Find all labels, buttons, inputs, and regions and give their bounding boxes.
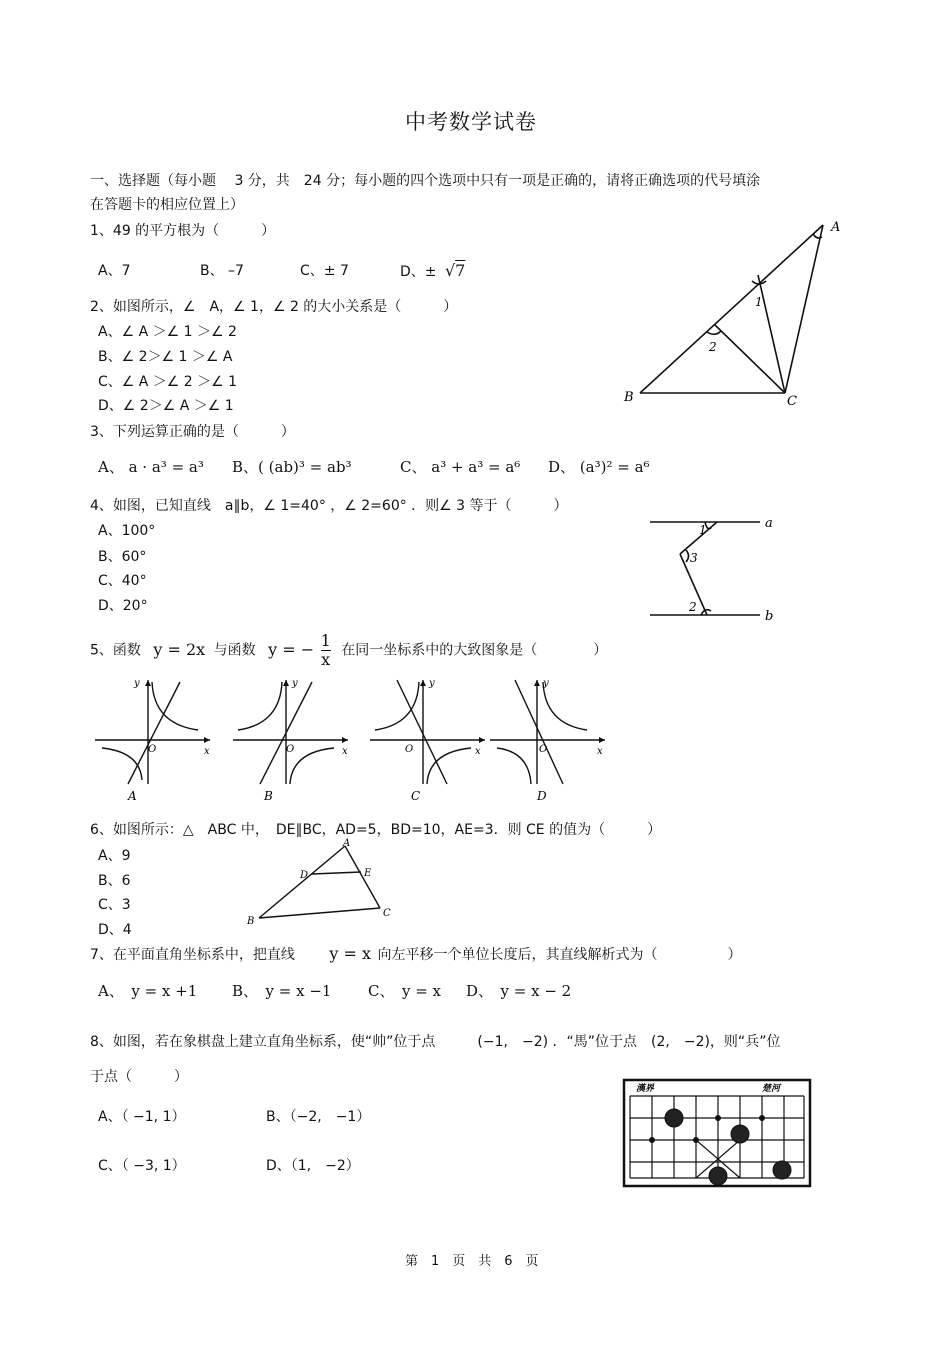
q7-option-d: D、 y = x − 2 — [466, 982, 572, 1000]
graph-c-label: C — [411, 789, 421, 803]
q2-triangle-figure — [620, 215, 845, 410]
q6-label-b: B — [247, 916, 255, 927]
q6-option-a: A、9 — [98, 848, 131, 864]
graph-c-origin: O — [405, 744, 414, 755]
q3-option-a: A、 a · a³ = a³ — [98, 458, 204, 476]
graph-b-y-label: y — [292, 678, 298, 689]
q5-stem-a: 5、函数 — [90, 642, 141, 659]
graph-a-origin: O — [148, 744, 157, 755]
q1-option-a: A、7 — [98, 263, 131, 279]
q5-stem-c: 在同一坐标系中的大致图象是（ ） — [341, 642, 608, 659]
q6-option-b: B、6 — [98, 873, 131, 889]
q1-option-d-prefix: D、± — [400, 264, 437, 280]
q2-option-c: C、∠ A ＞∠ 2 ＞∠ 1 — [98, 374, 238, 390]
section-header: 一、选择题（每小题 3 分，共 24 分；每小题的四个选项中只有一项是正确的，请将正确选项的代号填涂 — [90, 173, 761, 189]
q1-option-d-radicand: 7 — [455, 261, 466, 280]
q4-stem: 4、如图，已知直线 a∥b，∠ 1=40° ，∠ 2=60° ．则∠ 3 等于（ ） — [90, 498, 568, 514]
section-header-cont: 在答题卡的相应位置上） — [90, 197, 244, 213]
q5-func-1: y = 2x — [153, 639, 206, 659]
q8-option-b: B、（−2, −1） — [266, 1109, 371, 1125]
q5-graph-d — [485, 672, 610, 802]
q8-option-d: D、（1, −2） — [266, 1158, 360, 1174]
graph-b-label: B — [264, 789, 273, 803]
chess-piece-ma — [731, 1125, 749, 1143]
page-title: 中考数学试卷 — [405, 110, 537, 134]
q8-option-c: C、（ −3, 1） — [98, 1158, 186, 1174]
q7-equation: y = x — [329, 944, 372, 963]
q7-stem — [90, 945, 741, 964]
q2-stem: 2、如图所示，∠ A，∠ 1，∠ 2 的大小关系是（ ） — [90, 299, 458, 315]
q6-option-c: C、3 — [98, 897, 131, 913]
q5-graph-c — [365, 672, 490, 802]
q1-option-d — [400, 262, 465, 281]
chess-piece-other — [773, 1161, 791, 1179]
q5-fraction-den: x — [321, 650, 331, 669]
q5-stem — [90, 632, 607, 669]
graph-a-label: A — [128, 789, 137, 803]
q4-option-b: B、60° — [98, 549, 147, 565]
q2-label-a: A — [831, 220, 841, 235]
q8-stem: 8、如图，若在象棋盘上建立直角坐标系，使“帅”位于点 (−1, −2) ．“馬”位于点 (2, −2)，则“兵”位 — [90, 1034, 781, 1050]
graph-a-x-label: x — [204, 746, 210, 757]
q5-fraction-num: 1 — [320, 631, 331, 650]
graph-d-label: D — [537, 789, 547, 803]
graph-c-x-label: x — [475, 746, 481, 757]
q5-fraction — [321, 632, 331, 669]
q5-graph-b — [228, 672, 353, 802]
q6-label-a: A — [343, 838, 351, 849]
q4-option-d: D、20° — [98, 598, 148, 614]
q2-label-c: C — [787, 394, 797, 409]
graph-b-origin: O — [286, 744, 295, 755]
q3-option-b: B、( (ab)³ = ab³ — [232, 458, 352, 476]
board-label-left: 漢界 — [636, 1084, 655, 1094]
graph-b-x-label: x — [342, 746, 348, 757]
q6-triangle-figure — [245, 838, 395, 928]
q4-label-b: b — [765, 609, 774, 624]
q2-option-a: A、∠ A ＞∠ 1 ＞∠ 2 — [98, 324, 237, 340]
q5-graph-a — [90, 672, 215, 802]
q7-stem-b: 向左平移一个单位长度后，其直线解析式为（ ） — [377, 947, 742, 963]
q4-label-a: a — [765, 516, 773, 531]
graph-d-y-label: y — [543, 678, 549, 689]
q7-option-a: A、 y = x +1 — [98, 982, 198, 1000]
q6-label-c: C — [383, 908, 391, 919]
chess-piece-shuai — [709, 1167, 727, 1185]
q2-option-d: D、∠ 2＞∠ A ＞∠ 1 — [98, 398, 234, 414]
q2-angle-2: 2 — [709, 340, 717, 354]
q2-option-b: B、∠ 2＞∠ 1 ＞∠ A — [98, 349, 233, 365]
q6-label-d: D — [300, 870, 309, 881]
q7-option-c: C、 y = x — [368, 982, 442, 1000]
q5-func-2-lhs: y = − — [268, 639, 315, 659]
q3-option-c: C、 a³ + a³ = a⁶ — [400, 458, 521, 476]
q2-angle-1: 1 — [755, 295, 763, 309]
q2-label-b: B — [624, 390, 634, 405]
graph-d-origin: O — [539, 744, 548, 755]
q4-option-a: A、100° — [98, 523, 156, 539]
q4-angle-2: 2 — [689, 600, 697, 614]
q5-stem-b: 与函数 — [213, 642, 256, 659]
sqrt-symbol: √ — [444, 261, 456, 280]
board-label-right: 楚河 — [762, 1084, 781, 1094]
q7-stem-a: 7、在平面直角坐标系中，把直线 — [90, 947, 295, 963]
q8-chessboard-figure — [622, 1078, 812, 1188]
graph-c-y-label: y — [429, 678, 435, 689]
q8-option-a: A、（ −1, 1） — [98, 1109, 186, 1125]
q3-stem: 3、下列运算正确的是（ ） — [90, 424, 295, 440]
graph-d-x-label: x — [597, 746, 603, 757]
q4-parallel-lines-figure — [645, 510, 785, 625]
q4-angle-1: 1 — [699, 523, 707, 537]
q4-option-c: C、40° — [98, 573, 147, 589]
graph-a-y-label: y — [134, 678, 140, 689]
q6-label-e: E — [364, 868, 372, 879]
q4-angle-3: 3 — [690, 551, 698, 565]
q1-option-b: B、 –7 — [200, 263, 244, 279]
q3-option-d: D、 (a³)² = a⁶ — [548, 458, 650, 476]
q6-stem: 6、如图所示：△ ABC 中， DE∥BC，AD=5，BD=10，AE=3．则 CE 的值为（ ） — [90, 822, 662, 838]
chess-piece-bing — [665, 1109, 683, 1127]
q1-stem: 1、49 的平方根为（ ） — [90, 223, 276, 239]
page-footer: 第 1 页 共 6 页 — [405, 1254, 539, 1269]
q1-option-c: C、± 7 — [300, 263, 349, 279]
q8-stem-cont: 于点（ ） — [90, 1069, 188, 1085]
q6-option-d: D、4 — [98, 922, 132, 938]
q7-option-b: B、 y = x −1 — [232, 982, 332, 1000]
